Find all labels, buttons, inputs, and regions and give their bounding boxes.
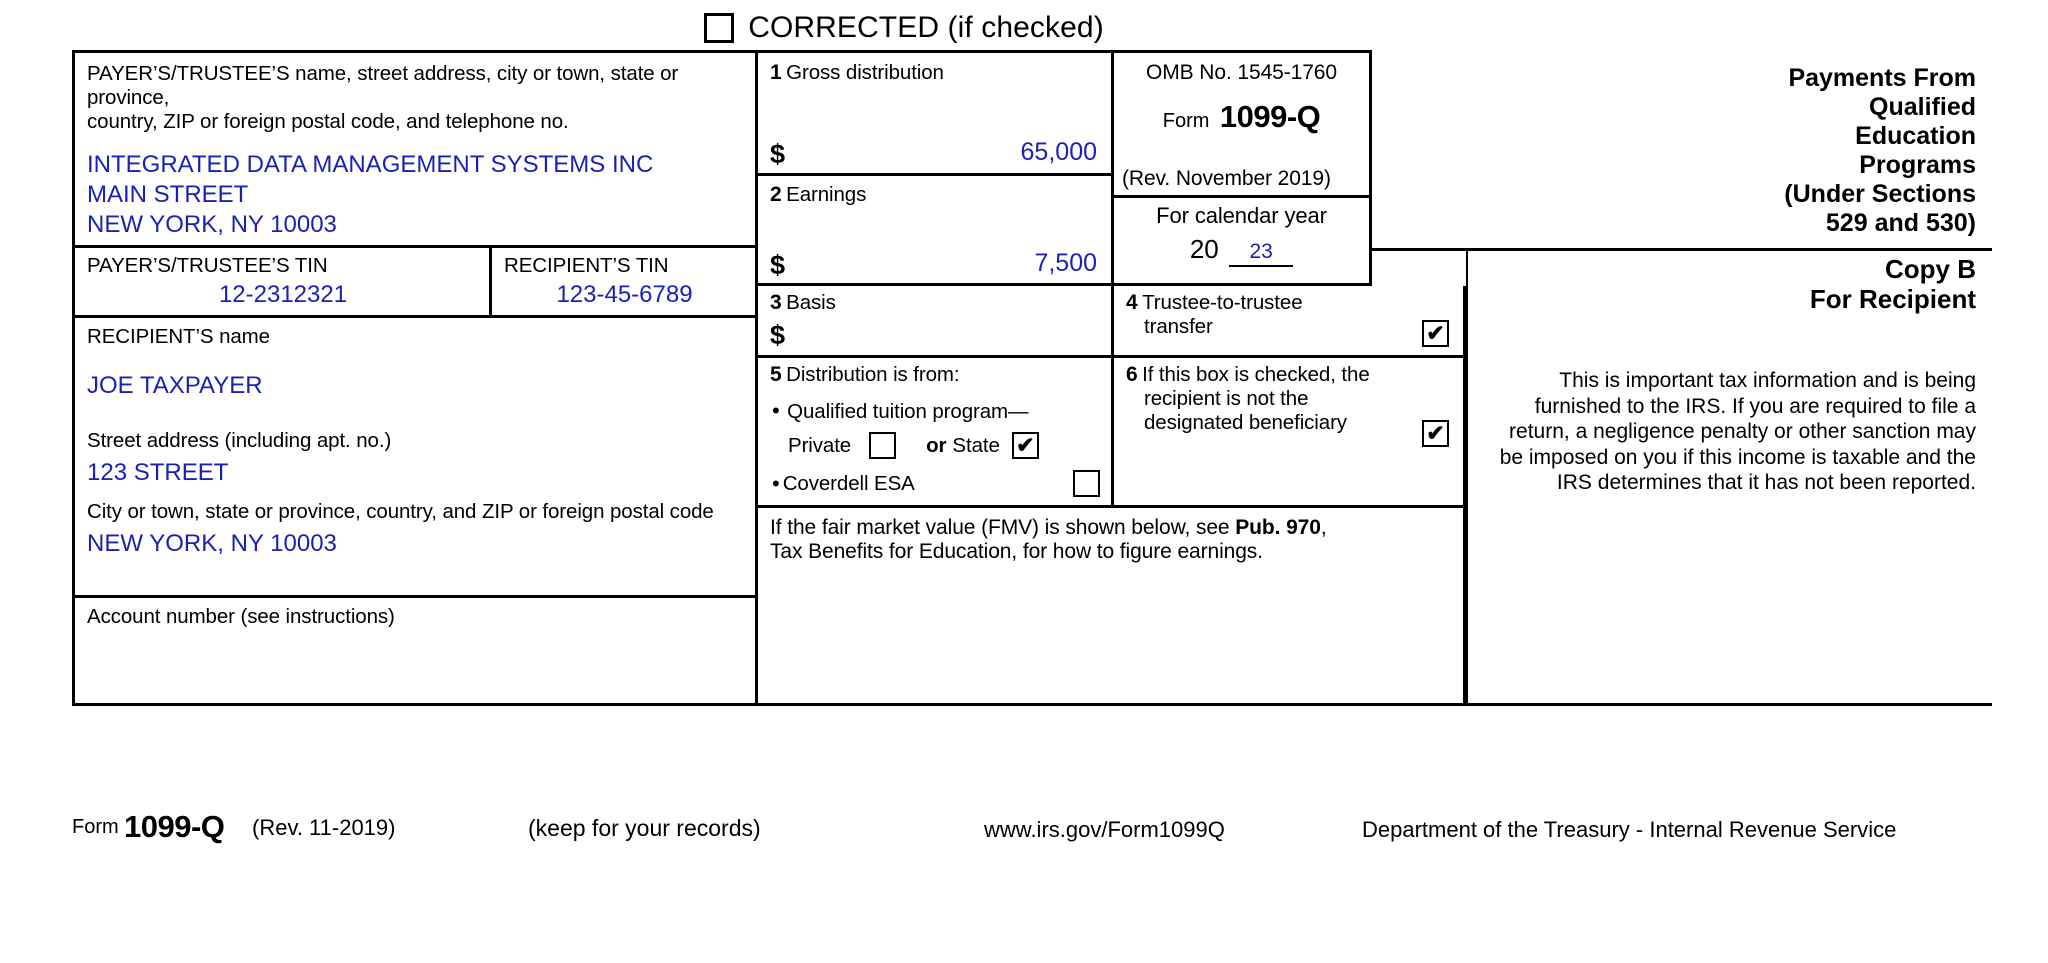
payer-tin-value[interactable]: 12-2312321 <box>218 281 348 308</box>
box-6-label-line3: designated beneficiary <box>1144 411 1347 434</box>
box-5-distribution-from <box>758 358 1114 508</box>
fmv-note-line1-b: , <box>1320 516 1327 539</box>
omb-revision: (Rev. November 2019) <box>1122 167 1331 190</box>
box-1-label: Gross distribution <box>786 61 944 84</box>
title-line-6: 529 and 530) <box>1825 209 1976 237</box>
calendar-year-prefix: 20 <box>1189 234 1219 264</box>
recipient-street-label: Street address (including apt. no.) <box>87 429 392 452</box>
box-3-label: Basis <box>786 291 836 314</box>
account-number-block <box>72 598 758 706</box>
title-line-1: Payments From <box>1788 64 1976 92</box>
box-3-basis <box>758 286 1114 358</box>
calendar-year-label: For calendar year <box>1156 203 1327 228</box>
copy-b-header <box>1466 248 1992 358</box>
payer-tin-label: PAYER’S/TRUSTEE’S TIN <box>87 254 328 277</box>
box-1-currency-symbol: $ <box>770 139 786 169</box>
box-2-label: Earnings <box>786 183 867 206</box>
recipient-street-value[interactable]: 123 STREET <box>87 459 229 486</box>
fmv-note-line2: Tax Benefits for Education, for how to figure earnings. <box>770 540 1263 563</box>
box-6-number: 6 <box>1126 363 1138 386</box>
box-6-label-line2: recipient is not the <box>1144 387 1309 410</box>
payer-tin-cell <box>72 248 492 318</box>
omb-number: OMB No. 1545-1760 <box>1146 61 1337 84</box>
recipient-tin-value[interactable]: 123-45-6789 <box>556 281 693 308</box>
title-line-4: Programs <box>1859 151 1976 179</box>
fmv-note-block <box>758 508 1466 706</box>
payer-caption-line2: country, ZIP or foreign postal code, and telephone no. <box>87 110 569 133</box>
box-5-private-checkbox[interactable] <box>869 432 896 459</box>
recipient-tin-label: RECIPIENT’S TIN <box>504 254 669 277</box>
title-line-5: (Under Sections <box>1784 180 1976 208</box>
box-5-label: Distribution is from: <box>786 363 960 386</box>
calendar-year-value[interactable]: 23 <box>1229 240 1293 267</box>
footer-form-number: 1099-Q <box>124 809 225 844</box>
recipient-notice-text: This is important tax information and is being furnished to the IRS. If you are required to file a return, a negligence penalty or other sanction may be imposed on you if this income is taxable and the IRS determines that it has not been reported. <box>1499 369 1976 494</box>
omb-form-number: 1099-Q <box>1219 99 1321 134</box>
box-5-coverdell-label: Coverdell ESA <box>782 471 915 495</box>
box-2-value[interactable]: 7,500 <box>1034 249 1097 277</box>
box-3-currency-symbol: $ <box>770 320 786 350</box>
footer-form-word: Form <box>72 816 119 838</box>
recipient-city-label: City or town, state or province, country, and ZIP or foreign postal code <box>87 500 714 523</box>
recipient-name-value[interactable]: JOE TAXPAYER <box>87 372 263 399</box>
box-5-state-label: State <box>952 433 1000 457</box>
fmv-note-pub970: Pub. 970 <box>1235 516 1321 539</box>
payer-caption-line1: PAYER’S/TRUSTEE’S name, street address, city or town, state or province, <box>87 62 679 109</box>
box-2-number: 2 <box>770 183 782 206</box>
corrected-row <box>72 8 1736 48</box>
payer-block <box>72 50 758 248</box>
calendar-year-block <box>1114 198 1372 286</box>
recipient-tin-cell <box>492 248 758 318</box>
recipient-block <box>72 318 758 598</box>
payer-name: INTEGRATED DATA MANAGEMENT SYSTEMS INC <box>87 151 654 178</box>
omb-form-block <box>1114 50 1372 198</box>
omb-form-word: Form <box>1162 110 1210 132</box>
box-5-private-label: Private <box>788 433 852 457</box>
corrected-label: CORRECTED (if checked) <box>748 11 1104 44</box>
box-4-label-line2: transfer <box>1144 315 1213 338</box>
box-5-bullet-qtp-icon: • <box>772 398 780 423</box>
title-line-2: Qualified <box>1869 93 1976 121</box>
fmv-note-line1-a: If the fair market value (FMV) is shown below, see <box>770 516 1236 539</box>
payer-city-state-zip: NEW YORK, NY 10003 <box>87 211 337 238</box>
box-4-label-line1: Trustee-to-trustee <box>1142 291 1303 314</box>
box-5-or-label: or <box>926 433 947 457</box>
box-4-checkbox[interactable] <box>1422 320 1449 347</box>
footer-revision: (Rev. 11-2019) <box>252 815 396 840</box>
recipient-city-value[interactable]: NEW YORK, NY 10003 <box>87 530 337 557</box>
box-2-earnings <box>758 176 1114 286</box>
recipient-notice-block <box>1466 358 1992 706</box>
box-5-state-checkbox[interactable] <box>1012 432 1039 459</box>
box-2-currency-symbol: $ <box>770 250 786 280</box>
footer-url[interactable]: www.irs.gov/Form1099Q <box>984 817 1225 842</box>
box-5-qtp-label: Qualified tuition program— <box>787 400 1029 423</box>
form-title-block <box>1372 50 1992 248</box>
payer-street: MAIN STREET <box>87 181 249 208</box>
box-1-number: 1 <box>770 61 782 84</box>
recipient-name-label: RECIPIENT’S name <box>87 325 270 348</box>
title-line-3: Education <box>1855 122 1976 150</box>
box-5-bullet-coverdell-icon: • <box>772 470 780 496</box>
account-number-label: Account number (see instructions) <box>87 605 395 628</box>
form-footer <box>72 809 2022 854</box>
box-4-trustee-transfer <box>1114 286 1466 358</box>
box-4-number: 4 <box>1126 291 1138 314</box>
footer-department: Department of the Treasury - Internal Revenue Service <box>1362 817 1897 842</box>
box-1-gross-distribution <box>758 50 1114 176</box>
copy-b-line1: Copy B <box>1885 254 1976 284</box>
copy-b-line2: For Recipient <box>1809 284 1976 314</box>
footer-keep-note: (keep for your records) <box>528 815 761 841</box>
form-grid <box>72 50 1992 806</box>
box-1-value[interactable]: 65,000 <box>1020 138 1097 166</box>
box-6-checkbox[interactable] <box>1422 420 1449 447</box>
box-3-number: 3 <box>770 291 782 314</box>
box-5-number: 5 <box>770 363 782 386</box>
box-6-label-line1: If this box is checked, the <box>1142 363 1370 386</box>
copy-b-top-rule <box>1372 248 1992 251</box>
box-5-coverdell-checkbox[interactable] <box>1073 470 1100 497</box>
corrected-checkbox[interactable] <box>704 13 734 43</box>
box-6-not-designated-beneficiary <box>1114 358 1466 508</box>
